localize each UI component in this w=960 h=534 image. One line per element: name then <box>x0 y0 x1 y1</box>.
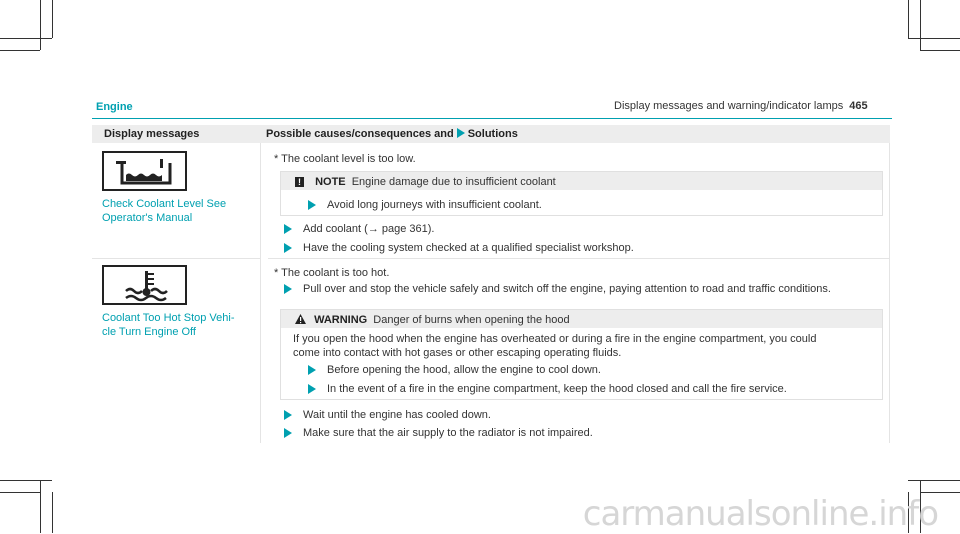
row-divider <box>268 258 889 259</box>
step-arrow-icon <box>284 243 292 253</box>
step-arrow-icon <box>308 365 316 375</box>
warning-label: WARNING <box>314 314 368 326</box>
col1-header: Display messages <box>104 128 200 140</box>
step-text: Have the cooling system checked at a qualified specialist workshop. <box>303 242 634 254</box>
step-arrow-icon <box>284 284 292 294</box>
section-title: Engine <box>96 101 133 113</box>
warning-box <box>280 309 883 400</box>
row-divider <box>92 258 260 259</box>
warning-text: If you open the hood when the engine has overheated or during a fire in the engine compartment, you could <box>293 333 817 345</box>
display-message: Check Coolant Level See Operator's Manual <box>102 198 227 224</box>
warning-icon <box>295 314 306 324</box>
table-header <box>92 125 890 143</box>
page-number: 465 <box>849 100 868 112</box>
table-right-border <box>889 143 890 443</box>
coolant-temperature-icon <box>102 265 187 305</box>
warning-step: In the event of a fire in the engine compartment, keep the hood closed and call the fire service. <box>327 383 787 395</box>
running-header <box>614 100 868 112</box>
step-arrow-icon <box>284 428 292 438</box>
warning-step: Before opening the hood, allow the engine to cool down. <box>327 364 601 376</box>
display-message: Coolant Too Hot Stop Vehi-cle Turn Engine Off <box>102 312 235 338</box>
cause-text: * The coolant level is too low. <box>274 153 416 165</box>
step-arrow-icon <box>284 410 292 420</box>
coolant-level-icon <box>102 151 187 191</box>
step-text: Wait until the engine has cooled down. <box>303 409 491 421</box>
note-icon: ! <box>295 177 304 187</box>
step-arrow-icon <box>308 384 316 394</box>
col2-header: Possible causes/consequences and Solutions <box>266 128 518 140</box>
running-header-title: Display messages and warning/indicator lamps <box>614 100 844 112</box>
note-text: Engine damage due to insufficient coolant <box>351 176 556 188</box>
triangle-icon <box>457 128 465 138</box>
warning-title: Danger of burns when opening the hood <box>373 314 570 326</box>
note-box <box>280 171 883 216</box>
step-text: Make sure that the air supply to the radiator is not impaired. <box>303 427 593 439</box>
note-step: Avoid long journeys with insufficient coolant. <box>327 199 542 211</box>
watermark: carmanualsonline.info <box>582 494 938 534</box>
warning-text: come into contact with hot gases or other escaping operating fluids. <box>293 347 622 359</box>
cause-text: * The coolant is too hot. <box>274 267 390 279</box>
step-text: Pull over and stop the vehicle safely and switch off the engine, paying attention to road and traffic conditions. <box>303 283 831 295</box>
step-arrow-icon <box>284 224 292 234</box>
step-text: Add coolant (→ page 361). <box>303 223 435 235</box>
note-label: NOTE <box>315 176 346 188</box>
section-rule <box>92 118 892 119</box>
step-arrow-icon <box>308 200 316 210</box>
column-divider <box>260 143 261 443</box>
